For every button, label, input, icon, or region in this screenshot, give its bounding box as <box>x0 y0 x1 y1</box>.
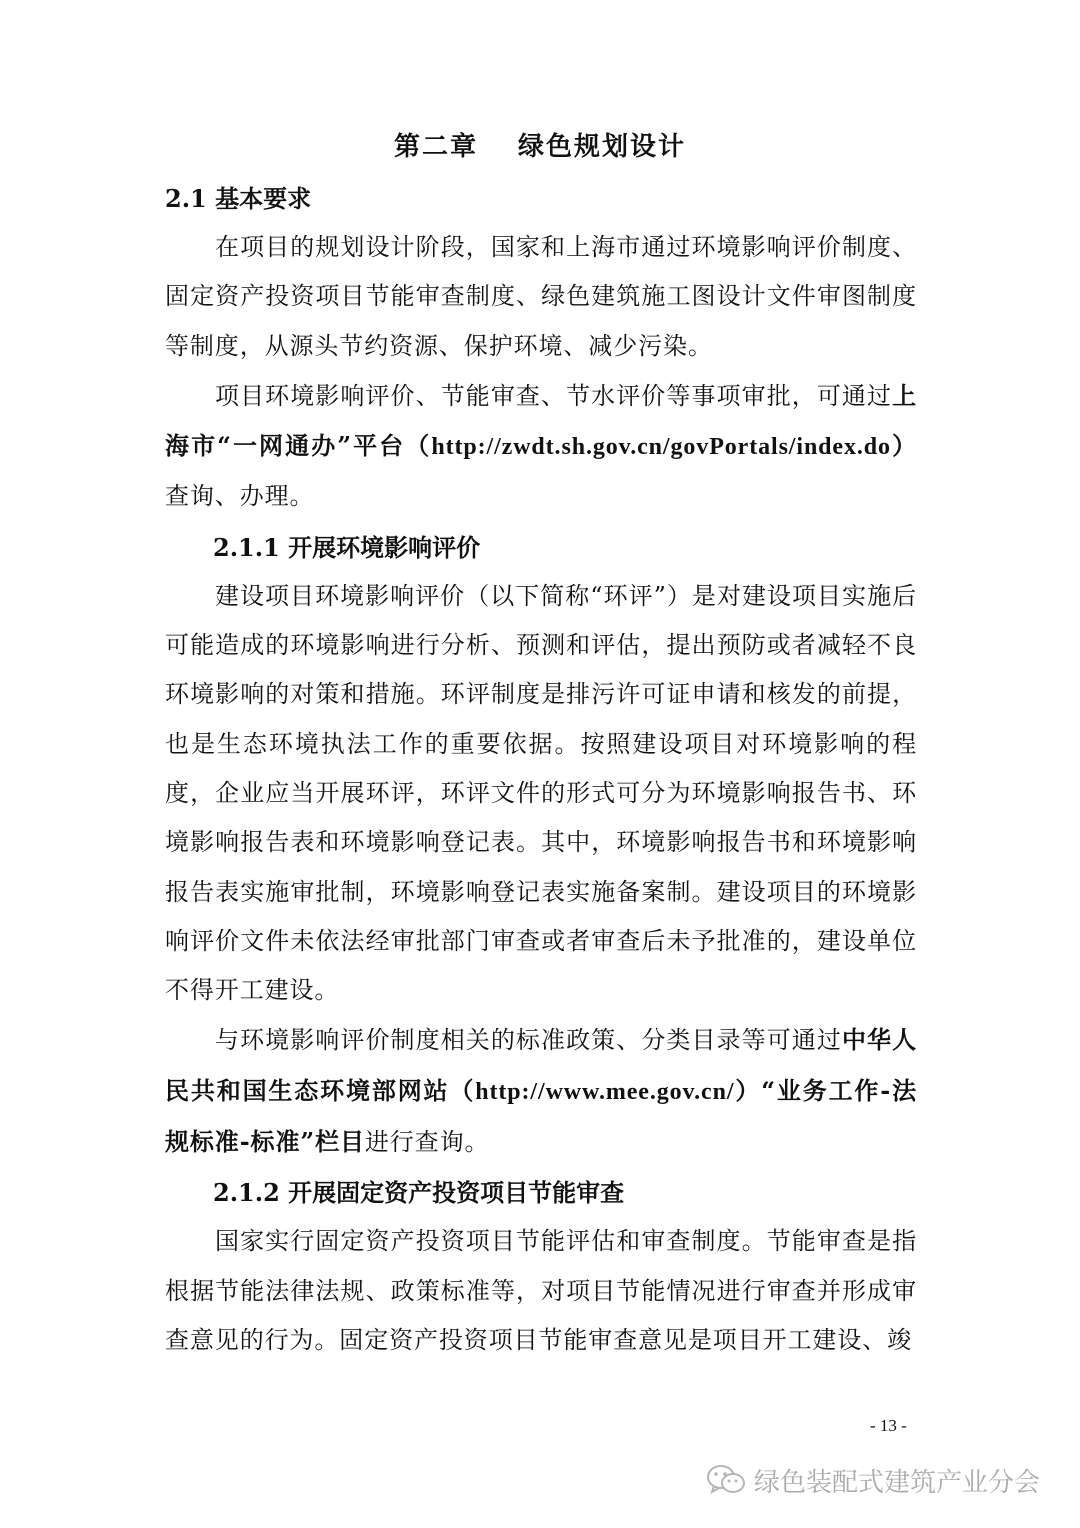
bold-text: 中华人民共和国生态环境部网站（ <box>165 1025 918 1105</box>
paragraph <box>165 371 917 522</box>
wechat-icon <box>706 1463 746 1497</box>
chapter-name: 绿色规划设计 <box>518 132 687 162</box>
paragraph-text: 查询、办理。 <box>165 482 315 511</box>
watermark <box>706 1460 1040 1500</box>
chapter-number: 第二章 <box>393 132 478 162</box>
section-heading-2-1-2: 2.1.2 开展固定资产投资项目节能审查 <box>213 1178 625 1208</box>
document-body <box>165 175 917 1365</box>
bold-text: ）“业务工作-法规标准-标准”栏目 <box>165 1075 917 1157</box>
section-heading-2-1-1: 2.1.1 开展环境影响评价 <box>213 532 481 562</box>
paragraph-text: 项目环境影响评价、节能审查、节水评价等事项审批，可通过 <box>215 381 893 410</box>
paragraph: 建设项目环境影响评价（以下简称“环评”）是对建设项目实施后可能造成的环境影响进行分析、预测和评估，提出预防或者减轻不良环境影响的对策和措施。环评制度是排污许可证申请和核发的前提，也是生态环境执法工作的重要依据。按照建设项目对环境影响的程度，企业应当开展环评，环评文件的形式可分为环境影响报告书、环境影响报告表和环境影响登记表。其中，环境影响报告书和环境影响报告表实施审批制，环境影响登记表实施备案制。建设项目的环境影响评价文件未依法经审批部门审查或者审查后未予批准的，建设单位不得开工建设。 <box>165 581 917 1005</box>
paragraph <box>165 1015 917 1167</box>
page-number: - 13 - <box>870 1416 907 1435</box>
url-link[interactable]: http://www.mee.gov.cn/ <box>475 1078 735 1105</box>
bold-text: 上海市“一网通办”平台（ <box>165 380 917 461</box>
paragraph-text: 进行查询。 <box>364 1128 490 1157</box>
watermark-text: 绿色装配式建筑产业分会 <box>754 1467 1041 1498</box>
section-heading-2-1: 2.1 基本要求 <box>165 184 312 213</box>
chapter-title <box>0 126 1080 163</box>
bold-text: ） <box>890 431 918 461</box>
paragraph-text: 与环境影响评价制度相关的标准政策、分类目录等可通过 <box>215 1026 842 1055</box>
paragraph: 国家实行固定资产投资项目节能评估和审查制度。节能审查是指根据节能法律法规、政策标准等，对项目节能情况进行审查并形成审查意见的行为。固定资产投资项目节能审查意见是项目开工建设、竣 <box>165 1227 917 1354</box>
url-link[interactable]: http://zwdt.sh.gov.cn/govPortals/index.do <box>431 434 891 461</box>
paragraph: 在项目的规划设计阶段，国家和上海市通过环境影响评价制度、固定资产投资项目节能审查制度、绿色建筑施工图设计文件审图制度等制度，从源头节约资源、保护环境、减少污染。 <box>165 233 917 360</box>
